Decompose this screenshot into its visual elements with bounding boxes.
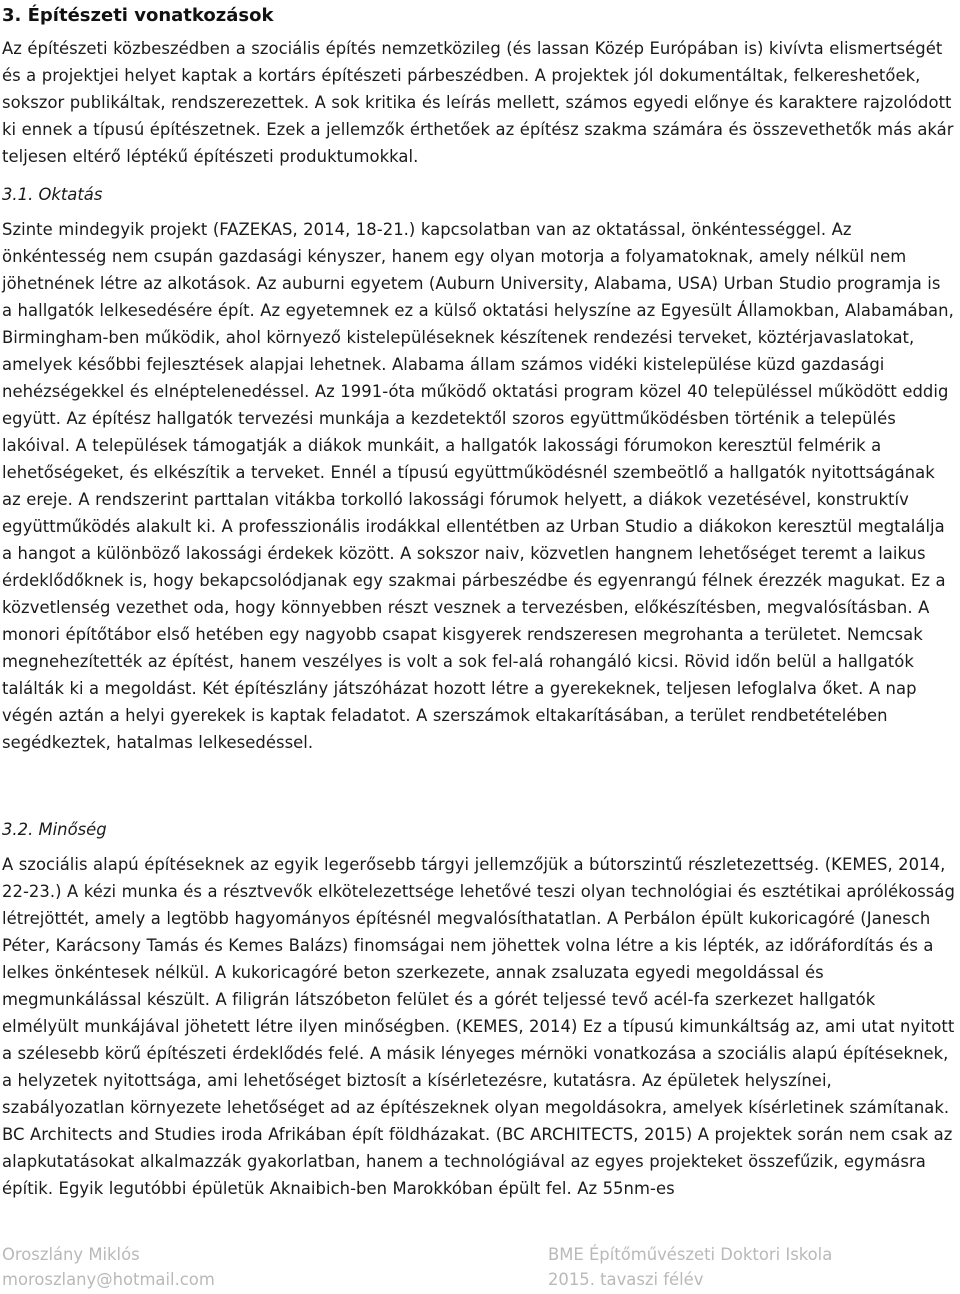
page-footer <box>2 1242 956 1294</box>
intro-paragraph: Az építészeti közbeszédben a szociális építés nemzetközileg (és lassan Közép Európában is) kivívta elismertségét és a projektjei helyet kaptak a kortárs építészeti párbeszédben. A projektek jól dokumentáltak, felkereshetőek, sokszor publikáltak, rendszerezettek. A sok kritika és leírás mellett, számos egyedi előnye és karaktere rajzolódott ki ennek a típusú építészetnek. Ezek a jellemzők érthetőek az építész szakma számára és összevethetők más akár teljesen eltérő léptékű építészeti produktumokkal. <box>2 39 954 166</box>
oktatas-paragraph: Szinte mindegyik projekt (FAZEKAS, 2014, 18-21.) kapcsolatban van az oktatással, önkéntességgel. Az önkéntesség nem csupán gazdasági kényszer, hanem egy olyan motorja a folyamatoknak, amely nélkül nem jöhetnének létre az alkotások. Az auburni egyetem (Auburn University, Alabama, USA) Urban Studio programja is a hallgatók lelkesedésére épít. Az egyetemnek ez a külső oktatási helyszíne az Egyesült Államokban, Alabamában, Birmingham-ben működik, ahol környező kistelepüléseknek készítenek rendezési terveket, köztérjavaslatokat, amelyek későbbi fejlesztések alapjai lehetnek. Alabama állam számos vidéki kistelepülése küzd gazdasági nehézségekkel és elnéptelenedéssel. Az 1991-óta működő oktatási program közel 40 településsel működött eddig együtt. Az építész hallgatók tervezési munkája a kezdetektől szoros együttműködésben történik a település lakóival. A települések támogatják a diákok munkáit, a hallgatók lakossági fórumokon keresztül felmérik a lehetőségeket, és elkészítik a terveket. Ennél a típusú együttműködésnél szembeötlő a hallgatók nyitottságának az ereje. A rendszerint parttalan vitákba torkolló lakossági fórumok helyett, a diákok vezetésével, konstruktív együttműködés alakult ki. A professzionális irodákkal ellentétben az Urban Studio a diákokon keresztül megtalálja a hangot a különböző lakossági érdekek között. A sokszor naiv, közvetlen hangnem lehetőséget teremt a laikus érdeklődőknek is, hogy bekapcsolódjanak egy szakmai párbeszédbe és egyenrangú félnek érezzék magukat. Ez a közvetlenség vezethet oda, hogy könnyebben részt vesznek a tervezésben, előkészítésben, megvalósításban. A monori építőtábor első hetében egy nagyobb csapat kisgyerek rendszeresen megrohanta a területet. Nemcsak megnehezítették az építést, hanem veszélyes is volt a sok fel-alá rohangáló kicsi. Rövid időn belül a hallgatók találták ki a megoldást. Két építészlány játszóházat hozott létre a gyerekeknek, teljesen lefoglalva őket. A nap végén aztán a helyi gyerekek is kaptak feladatot. A szerszámok eltakarításában, a terület rendbetételében segédkeztek, hatalmas lelkesedéssel. <box>2 220 954 752</box>
subsection-title-oktatas: 3.1. Oktatás <box>2 185 103 204</box>
semester: 2015. tavaszi félév <box>548 1270 704 1289</box>
institution-name: BME Építőművészeti Doktori Iskola <box>548 1245 833 1264</box>
author-email: moroszlany@hotmail.com <box>2 1270 215 1289</box>
footer-institution <box>548 1242 832 1292</box>
subsection-title-minoseg: 3.2. Minőség <box>2 820 107 839</box>
author-name: Oroszlány Miklós <box>2 1245 140 1264</box>
section-heading: 3. Építészeti vonatkozások <box>2 5 274 26</box>
footer-author <box>2 1242 215 1292</box>
minoseg-paragraph: A szociális alapú építéseknek az egyik legerősebb tárgyi jellemzőjük a bútorszintű részletezettség. (KEMES, 2014, 22-23.) A kézi munka és a résztvevők elkötelezettsége lehetővé teszi olyan technológiai és esztétikai aprólékosság létrejöttét, amely a legtöbb hagyományos építésnél megvalósíthatatlan. A Perbálon épült kukoricagóré (Janesch Péter, Karácsony Tamás és Kemes Balázs) finomságai nem jöhettek volna létre a kis lépték, az időráfordítás és a lelkes önkéntesek nélkül. A kukoricagóré beton szerkezete, annak zsaluzata egyedi megoldással és megmunkálással készült. A filigrán látszóbeton felület és a górét teljessé tevő acél-fa szerkezet hallgatók elmélyült munkájával jöhetett létre ilyen minőségben. (KEMES, 2014) Ez a típusú kimunkáltság az, ami utat nyitott a szélesebb körű építészeti érdeklődés felé. A másik lényeges mérnöki vonatkozása a szociális alapú építéseknek, a helyzetek nyitottsága, ami lehetőséget biztosít a kísérletezésre, kutatásra. Az épületek helyszínei, szabályozatlan környezete lehetőséget ad az építészeknek olyan megoldásokra, amelyek kísérletinek számítanak. BC Architects and Studies iroda Afrikában épít földházakat. (BC ARCHITECTS, 2015) A projektek során nem csak az alapkutatásokat alkalmazzák gyakorlatban, hanem a technológiával az egyes projekteket összefűzik, egymásra építik. Egyik legutóbbi épületük Aknaibich-ben Marokkóban épült fel. Az 55nm-es <box>2 855 955 1198</box>
